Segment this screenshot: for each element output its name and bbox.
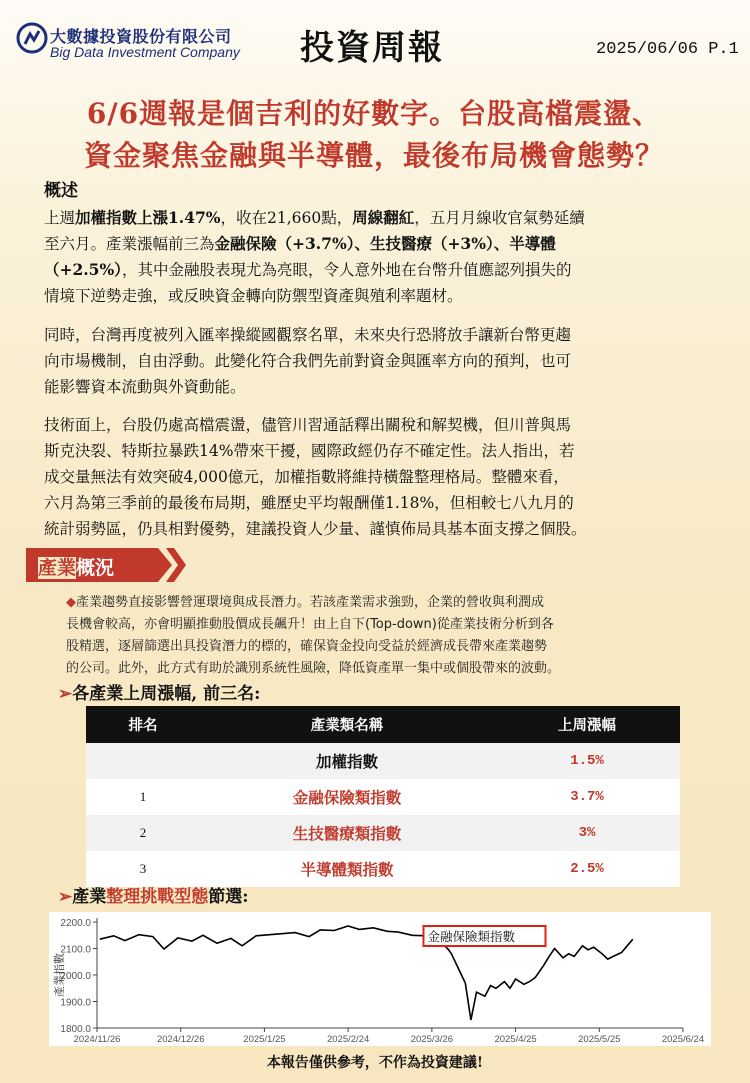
banner-title-b: 概況 [76,557,115,579]
paragraph-line: 向市場機制，自由浮動。此變化符合我們先前對資金與匯率方向的預判，也可 [44,352,572,370]
company-logo-icon [16,22,48,54]
x-tick-label: 2025/1/25 [243,1034,286,1045]
table-header-row [86,706,680,743]
paragraph-text: ，收在21,660點， [220,209,353,227]
cell-change: 2.5% [494,851,680,887]
industry-line: 股精選，逐層篩選出具投資潛力的標的，確保資金投向受益於經濟成長帶來產業趨勢 [66,639,548,654]
cell-change: 3% [494,815,680,851]
paragraph-text: 上週 [44,209,76,227]
table-row [86,743,680,779]
x-tick-label: 2024/12/26 [156,1034,205,1045]
overview-label: 概述 [44,181,78,201]
ranking-heading-text: 各產業上周漲幅, 前三名: [72,684,261,704]
x-tick-label: 2025/4/25 [494,1034,537,1045]
y-tick-label: 2200.0 [60,918,91,929]
industry-index-chart [49,912,711,1046]
cell-industry-name: 生技醫療類指數 [200,815,494,851]
paragraph-line: 技術面上，台股仍處高檔震盪，儘管川習通話釋出關稅和解契機，但川普與馬 [44,416,572,434]
x-tick-label: 2025/6/24 [661,1034,705,1045]
paragraph-line: 六月為第三季前的最後布局期，雖歷史平均報酬僅1.18%，但相較七八九月的 [44,494,574,512]
headline-line-1: 6/6週報是個吉利的好數字。台股高檔震盪、 [86,97,662,130]
cell-rank: 2 [86,815,200,851]
y-tick-label: 1800.0 [60,1024,91,1035]
paragraph-line [44,257,704,283]
emphasis-text: （+2.5%） [44,260,122,279]
paragraph-text: 至六月。產業漲幅前三為 [44,235,215,253]
emphasis-text: 周線翻紅 [352,208,415,227]
emphasis-text: 加權指數上漲1.47% [75,208,221,227]
company-name-cn: 大數據投資股份有限公司 [50,27,232,46]
legend-label: 金融保險類指數 [427,929,516,944]
industry-line: 長機會較高，亦會明顯推動股價成長飆升！由上自下(Top-down)從產業技術分析到各 [66,617,554,632]
paragraph-text: ，其中金融股表現尤為亮眼，令人意外地在台幣升值應認列損失的 [121,261,572,279]
cell-rank [86,743,200,779]
y-tick-label: 2000.0 [60,971,91,982]
x-tick-label: 2025/5/25 [578,1034,621,1045]
paragraph-text: ，五月月線收官氣勢延續 [414,209,585,227]
emphasis-text: 金融保險（+3.7%）、生技醫療（+3%）、半導體 [214,234,556,253]
cell-change: 1.5% [494,743,680,779]
headline-line-2: 資金聚焦金融與半導體，最後布局機會態勢？ [83,139,664,172]
cell-industry-name: 金融保險類指數 [200,779,494,815]
industry-line: 產業趨勢直接影響營運環境與成長潛力。若該產業需求強勁，企業的營收與利潤成 [76,595,545,610]
series-line [100,926,633,1020]
cell-industry-name: 加權指數 [200,743,494,779]
table-row [86,815,680,851]
col-header-name: 產業類名稱 [200,706,494,743]
col-header-change: 上周漲幅 [494,706,680,743]
overview-paragraph-1 [44,205,704,309]
banner-title-a: 產業 [38,557,77,579]
paragraph-line [44,283,704,309]
chart-svg [49,912,711,1046]
ranking-heading [58,679,260,704]
pick-heading-a: 產業 [72,887,107,907]
x-tick-label: 2024/11/26 [73,1034,121,1045]
y-tick-label: 1900.0 [60,997,91,1009]
overview-paragraph-3 [44,412,704,542]
paragraph-line: 成交量無法有效突破4,000億元，加權指數將維持橫盤整理格局。整體來看， [44,468,569,486]
y-tick-label: 2100.0 [60,944,91,956]
paragraph-line: 統計弱勢區，仍具相對優勢，建議投資人少量、謹慎佈局具基本面支撐之個股。 [44,520,587,538]
industry-line: 的公司。此外，此方式有助於識別系統性風險，降低資產單一集中或個股帶來的波動。 [66,661,561,676]
paragraph-line: 同時，台灣再度被列入匯率操縱國觀察名單，未來央行恐將放手讓新台幣更趨 [44,326,572,344]
report-date-page: 2025/06/06 P.1 [596,40,739,59]
paragraph-line: 斯克決裂、特斯拉暴跌14%帶來干擾，國際政經仍存不確定性。法人指出，若 [44,442,575,460]
paragraph-line [44,231,704,257]
company-name-en: Big Data Investment Company [50,44,240,60]
paragraph-text: 情境下逆勢走強，或反映資金轉向防禦型資產與殖利率題材。 [44,287,463,305]
arrow-icon: ➢ [58,684,73,704]
industry-description [66,592,706,680]
pick-heading-c: 節選: [208,887,249,907]
cell-industry-name: 半導體類指數 [200,851,494,887]
report-title: 投資周報 [300,28,444,68]
y-axis-label: 產業指數 [53,953,66,997]
col-header-rank: 排名 [86,706,200,743]
table-row [86,779,680,815]
x-tick-label: 2025/2/24 [327,1034,370,1045]
arrow-icon: ➢ [58,887,73,907]
paragraph-line: 能影響資本流動與外資動能。 [44,378,246,396]
pick-heading [58,882,249,907]
cell-rank: 1 [86,779,200,815]
pick-heading-b: 整理挑戰型態 [106,887,209,907]
diamond-bullet-icon: ◆ [66,595,76,610]
paragraph-line [44,205,704,231]
section-banner-title [38,553,114,580]
ranking-table [86,706,680,887]
overview-paragraph-2 [44,322,704,400]
cell-change: 3.7% [494,779,680,815]
cell-rank: 3 [86,851,200,887]
disclaimer: 本報告僅供參考，不作為投資建議! [266,1055,484,1071]
x-tick-label: 2025/3/26 [410,1034,453,1045]
